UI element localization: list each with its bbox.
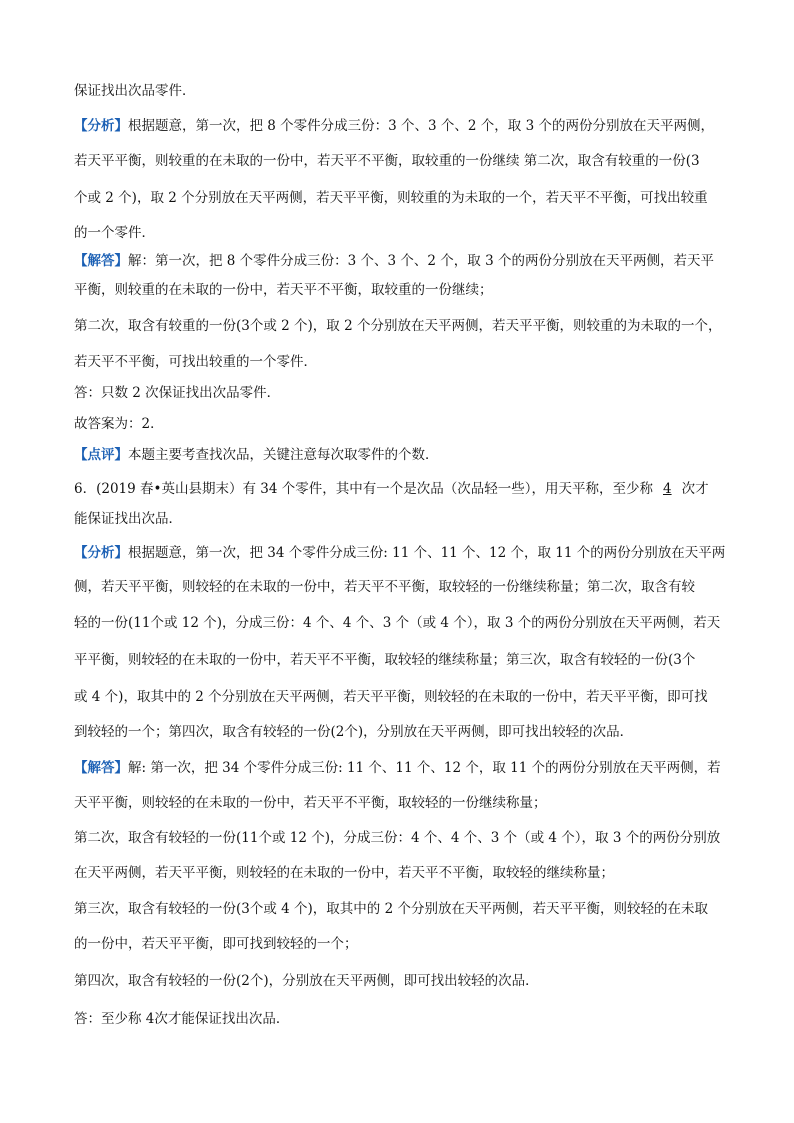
text-line: 轻的一份(11个或 12 个)，分成三份：4 个、4 个、3 个（或 4 个），取 3 个的两份分别放在天平两侧，若天 — [74, 615, 721, 631]
comment-tag: 【点评】 — [74, 447, 128, 463]
text-line: 根据题意，第一次，把 34 个零件分成三份: 11 个、11 个、12 个，取 11 个的两份分别放在天平两 — [128, 545, 726, 561]
text-line: 侧，若天平平衡，则较轻的在未取的一份中，若天平不平衡，取较轻的一份继续称量；第二次，取含有较 — [74, 579, 695, 595]
text-line: 解：第一次，把 8 个零件分成三份：3 个、3 个、2 个，取 3 个的两份分别放在天平两侧，若天平 — [128, 253, 714, 269]
solution-paragraph — [74, 759, 724, 777]
text-line: 平平衡，则较轻的在未取的一份中，若天平不平衡，取较轻的继续称量；第三次，取含有较轻的一份(3个 — [74, 652, 696, 668]
answer-line: 答：只数 2 次保证找出次品零件． — [74, 385, 281, 401]
answer-blank: 4 — [662, 481, 672, 497]
solution-tag: 【解答】 — [74, 760, 128, 776]
text-line: 故答案为：2． — [74, 416, 164, 432]
text-line: 的一份中，若天平平衡，即可找到较轻的一个； — [74, 936, 358, 952]
text-line: 第三次，取含有较轻的一份(3个或 4 个)，取其中的 2 个分别放在天平两侧，若天平平衡，则较轻的在未取 — [74, 901, 708, 917]
text-line: 本题主要考查找次品，关键注意每次取零件的个数． — [128, 447, 439, 463]
text-line: 第二次，取含有较轻的一份(11个或 12 个)，分成三份：4 个、4 个、3 个（或 4 个），取 3 个的两份分别放 — [74, 830, 721, 846]
text-line: 若天平不平衡，可找出较重的一个零件． — [74, 354, 317, 370]
text-line: 或 4 个)，取其中的 2 个分别放在天平两侧，若天平平衡，则较轻的在未取的一份中，若天平平衡，即可找 — [74, 689, 708, 705]
analysis-paragraph — [74, 117, 724, 135]
question-text: 6．(2019 春•英山县期末）有 34 个零件，其中有一个是次品（次品轻一些），用天平称，至少称 — [74, 481, 653, 497]
text-line: 第二次，取含有较重的一份(3个或 2 个)，取 2 个分别放在天平两侧，若天平平衡，则较重的为未取的一个， — [74, 318, 722, 334]
text-line: 解: 第一次，把 34 个零件分成三份: 11 个、11 个、12 个，取 11 个的两份分别放在天平两侧，若 — [128, 760, 721, 776]
text-line: 根据题意，第一次，把 8 个零件分成三份：3 个、3 个、2 个，取 3 个的两份分别放在天平两侧， — [128, 118, 714, 134]
solution-paragraph — [74, 252, 724, 270]
analysis-paragraph — [74, 544, 724, 562]
question-text: 次才 — [681, 481, 709, 497]
text-line: 的一个零件． — [74, 225, 155, 241]
question-6 — [74, 480, 724, 498]
text-line: 平衡，则较重的在未取的一份中，若天平不平衡，取较重的一份继续； — [74, 282, 493, 298]
text-line: 保证找出次品零件． — [74, 83, 196, 99]
analysis-tag: 【分析】 — [74, 118, 128, 134]
solution-tag: 【解答】 — [74, 253, 128, 269]
text-line: 到较轻的一个；第四次，取含有较轻的一份(2个)，分别放在天平两侧，即可找出较轻的次品． — [74, 724, 634, 740]
answer-line: 答：至少称 4次才能保证找出次品． — [74, 1011, 290, 1027]
text-line: 若天平平衡，则较重的在未取的一份中，若天平不平衡，取较重的一份继续 第二次，取含有较重的一份(3 — [74, 153, 700, 169]
text-line: 个或 2 个)，取 2 个分别放在天平两侧，若天平平衡，则较重的为未取的一个，若天平不平衡，可找出较重 — [74, 190, 708, 206]
text-line: 天平平衡，则较轻的在未取的一份中，若天平不平衡，取较轻的一份继续称量； — [74, 795, 547, 811]
text-line: 在天平两侧，若天平平衡，则较轻的在未取的一份中，若天平不平衡，取较轻的继续称量； — [74, 865, 614, 881]
text-line: 能保证找出次品． — [74, 511, 182, 527]
text-line: 第四次，取含有较轻的一份(2个)，分别放在天平两侧，即可找出较轻的次品． — [74, 973, 539, 989]
comment-paragraph — [74, 446, 724, 464]
analysis-tag: 【分析】 — [74, 545, 128, 561]
